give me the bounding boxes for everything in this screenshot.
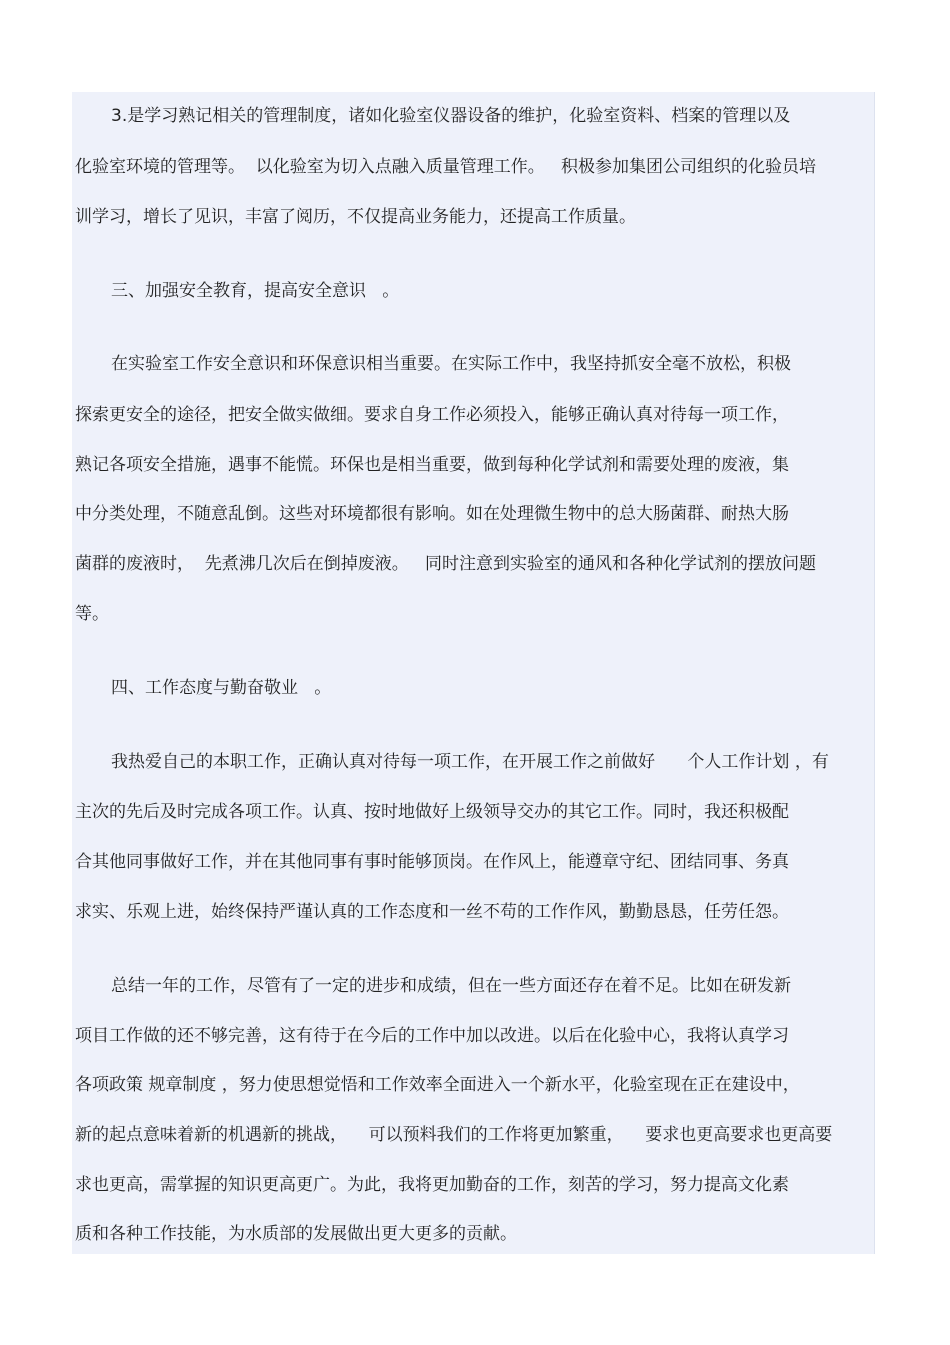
paragraph-line: 总结一年的工作，尽管有了一定的进步和成绩，但在一些方面还存在着不足。比如在研发新 bbox=[111, 976, 791, 996]
paragraph-line: 各项政策 规章制度 ，努力使思想觉悟和工作效率全面进入一个新水平，化验室现在正在建设中， bbox=[75, 1075, 800, 1095]
paragraph-line: 在实验室工作安全意识和环保意识相当重要。在实际工作中，我坚持抓安全毫不放松，积极 bbox=[111, 354, 791, 374]
paragraph-line: 项目工作做的还不够完善，这有待于在今后的工作中加以改进。以后在化验中心，我将认真学习 bbox=[75, 1026, 789, 1046]
paragraph-line: 菌群的废液时， 先煮沸几次后在倒掉废液。 同时注意到实验室的通风和各种化学试剂的摆放问题 bbox=[75, 554, 817, 574]
paragraph-line: 求也更高，需掌握的知识更高更广。为此，我将更加勤奋的工作，刻苦的学习，努力提高文化素 bbox=[75, 1175, 789, 1195]
paragraph-line: 等。 bbox=[75, 604, 109, 624]
paragraph-line: 探索更安全的途径，把安全做实做细。要求自身工作必须投入，能够正确认真对待每一项工作， bbox=[75, 405, 789, 425]
paragraph-line: 我热爱自己的本职工作，正确认真对待每一项工作，在开展工作之前做好 个人工作计划 ，有 bbox=[111, 752, 829, 772]
paragraph-line: 合其他同事做好工作，并在其他同事有事时能够顶岗。在作风上，能遵章守纪、团结同事、务真 bbox=[75, 852, 789, 872]
paragraph-line: 新的起点意味着新的机遇新的挑战， 可以预料我们的工作将更加繁重， 要求也更高要求也更高要 bbox=[75, 1125, 833, 1145]
paragraph-line: 3.是学习熟记相关的管理制度，诸如化验室仪器设备的维护，化验室资料、档案的管理以及 bbox=[111, 106, 791, 126]
paragraph-line: 化验室环境的管理等。 以化验室为切入点融入质量管理工作。 积极参加集团公司组织的化验员培 bbox=[75, 157, 817, 177]
paragraph-line: 求实、乐观上进，始终保持严谨认真的工作态度和一丝不苟的工作作风，勤勤恳恳，任劳任怨。 bbox=[75, 902, 789, 922]
paragraph-line: 训学习，增长了见识，丰富了阅历，不仅提高业务能力，还提高工作质量。 bbox=[75, 207, 636, 227]
section-heading-4: 四、工作态度与勤奋敬业 。 bbox=[111, 678, 332, 698]
paragraph-line: 质和各种工作技能，为水质部的发展做出更大更多的贡献。 bbox=[75, 1224, 517, 1244]
paragraph-line: 主次的先后及时完成各项工作。认真、按时地做好上级领导交办的其它工作。同时，我还积极配 bbox=[75, 802, 789, 822]
paragraph-line: 中分类处理，不随意乱倒。这些对环境都很有影响。如在处理微生物中的总大肠菌群、耐热大肠 bbox=[75, 504, 789, 524]
section-heading-3: 三、加强安全教育，提高安全意识 。 bbox=[111, 281, 400, 301]
paragraph-line: 熟记各项安全措施，遇事不能慌。环保也是相当重要，做到每种化学试剂和需要处理的废液，集 bbox=[75, 455, 789, 475]
